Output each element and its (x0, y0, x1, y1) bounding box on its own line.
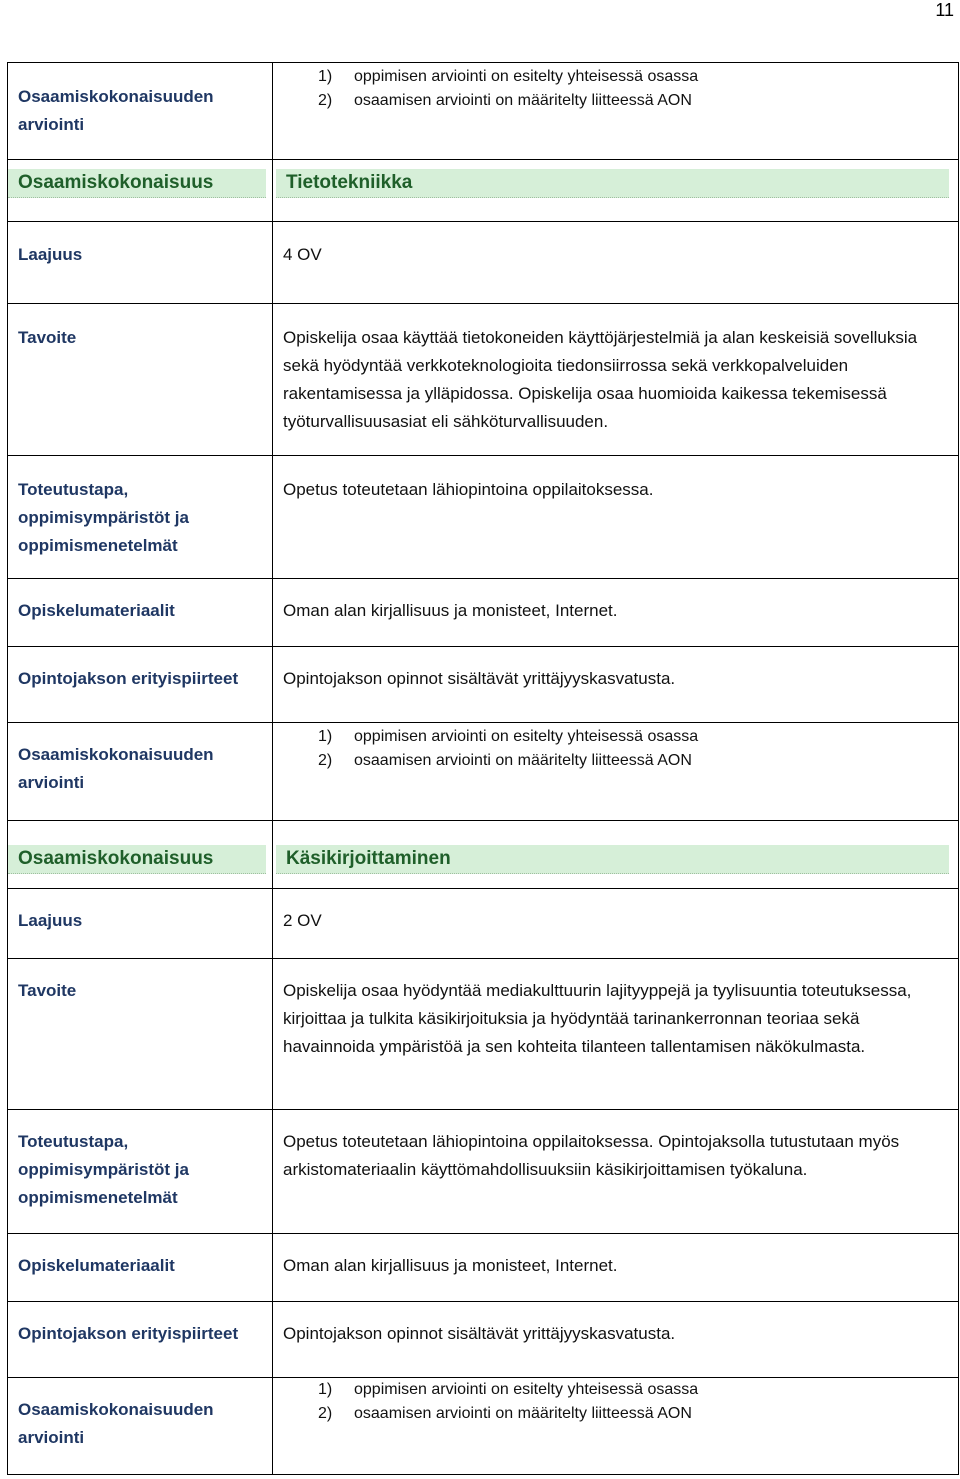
list-item: 2) osaamisen arviointi on määritelty liitteessä AON (318, 92, 692, 109)
method-label: Toteutustapa, oppimisympäristöt ja oppimismenetelmät (18, 1132, 189, 1207)
list-item: 1) oppimisen arviointi on esitelty yhteisessä osassa (318, 68, 699, 85)
goal-label: Tavoite (18, 328, 77, 347)
scope-label: Laajuus (18, 911, 83, 930)
material-row (8, 1234, 959, 1302)
special-value: Opintojakson opinnot sisältävät yrittäjyyskasvatusta. (283, 1324, 676, 1343)
section-header-label: Osaamiskokonaisuus (8, 169, 266, 198)
method-row (8, 456, 959, 579)
list-item: 1) oppimisen arviointi on esitelty yhteisessä osassa (318, 1381, 699, 1398)
special-row (8, 647, 959, 723)
list-item: 2) osaamisen arviointi on määritelty liitteessä AON (318, 1405, 692, 1422)
goal-value: Opiskelija osaa hyödyntää mediakulttuurin lajityyppejä ja tyylisuuntia toteutuksessa, kirjoittaa ja tulkita käsikirjoituksia ja hyödyntää tarinankerronnan teoriaa sekä havainnoida ympäristöä ja sen kohteita tilanteen tallentamisen näkökulmasta. (283, 981, 912, 1056)
special-label: Opintojakson erityispiirteet (18, 1324, 239, 1343)
material-row (8, 579, 959, 647)
method-label: Toteutustapa, oppimisympäristöt ja oppimismenetelmät (18, 480, 189, 555)
assessment-label: Osaamiskokonaisuuden arviointi (18, 745, 214, 792)
assessment-list (318, 65, 948, 113)
page-number: 11 (935, 0, 954, 20)
material-label: Opiskelumateriaalit (18, 601, 175, 620)
method-value: Opetus toteutetaan lähiopintoina oppilaitoksessa. (283, 480, 654, 499)
scope-row (8, 222, 959, 304)
goal-row (8, 304, 959, 456)
curriculum-table (7, 62, 959, 1475)
goal-value: Opiskelija osaa käyttää tietokoneiden käyttöjärjestelmiä ja alan keskeisiä sovelluksia sekä hyödyntää verkkoteknologioita tiedonsiirrossa sekä verkkopalveluiden rakentamisessa ja ylläpidossa. Opiskelija osaa huomioida kaikessa tekemisessä työturvallisuusasiat eli sähköturvallisuuden. (283, 328, 918, 431)
goal-label: Tavoite (18, 981, 77, 1000)
section-header-row (8, 821, 959, 889)
material-value: Oman alan kirjallisuus ja monisteet, Internet. (283, 601, 618, 620)
list-item: 2) osaamisen arviointi on määritelty liitteessä AON (318, 752, 692, 769)
section-header-title: Tietotekniikka (276, 169, 949, 198)
method-value: Opetus toteutetaan lähiopintoina oppilaitoksessa. Opintojaksolla tutustutaan myös arkistomateriaalin käyttömahdollisuuksiin käsikirjoittamisen työkaluna. (283, 1132, 900, 1179)
assessment-label: Osaamiskokonaisuuden arviointi (18, 1400, 214, 1447)
special-value: Opintojakson opinnot sisältävät yrittäjyyskasvatusta. (283, 669, 676, 688)
scope-label: Laajuus (18, 245, 83, 264)
section-header-row (8, 160, 959, 222)
section-header-title: Käsikirjoittaminen (276, 845, 949, 874)
scope-value: 2 OV (283, 911, 322, 930)
scope-value: 4 OV (283, 245, 322, 264)
special-label: Opintojakson erityispiirteet (18, 669, 239, 688)
assessment-label: Osaamiskokonaisuuden arviointi (18, 87, 214, 134)
assessment-row (8, 723, 959, 821)
assessment-list (318, 725, 948, 773)
method-row (8, 1110, 959, 1234)
material-label: Opiskelumateriaalit (18, 1256, 175, 1275)
goal-row (8, 959, 959, 1110)
list-item: 1) oppimisen arviointi on esitelty yhteisessä osassa (318, 728, 699, 745)
assessment-list (318, 1378, 948, 1426)
material-value: Oman alan kirjallisuus ja monisteet, Internet. (283, 1256, 618, 1275)
assessment-row (8, 1378, 959, 1475)
section-header-label: Osaamiskokonaisuus (8, 845, 266, 874)
assessment-row (8, 63, 959, 160)
scope-row (8, 889, 959, 959)
special-row (8, 1302, 959, 1378)
